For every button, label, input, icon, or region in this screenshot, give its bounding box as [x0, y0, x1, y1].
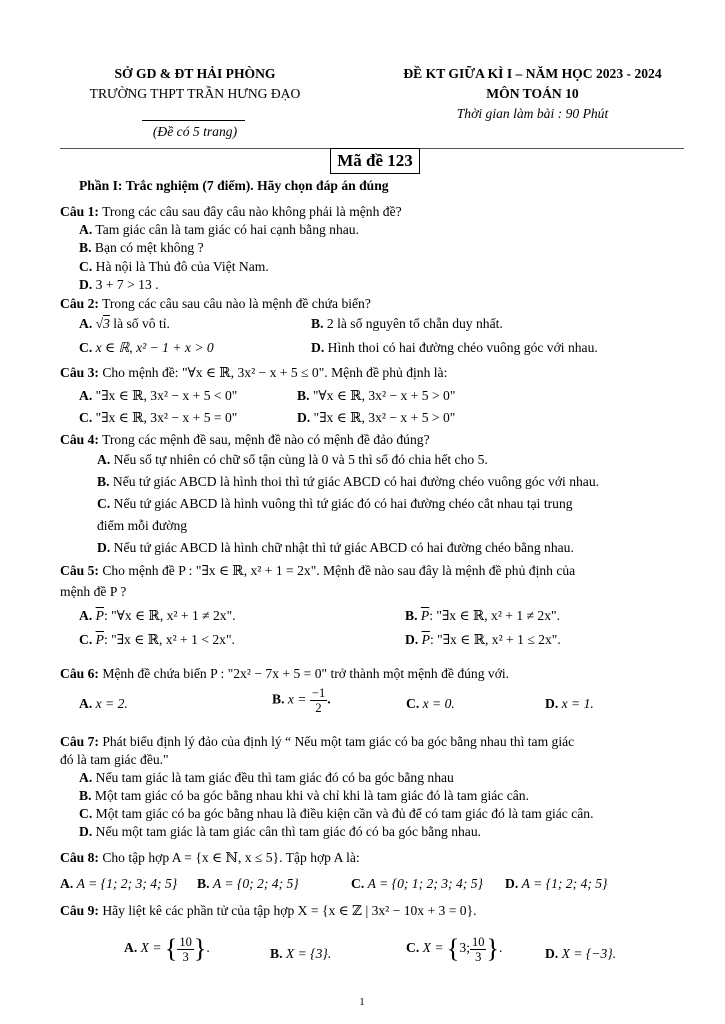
option-letter: B. — [97, 474, 110, 489]
question-text: Phát biểu định lý đảo của định lý “ Nếu một tam giác có ba góc bằng nhau thì tam giác — [102, 734, 575, 749]
option-text: "∃x ∈ ℝ, 3x² − x + 5 > 0" — [313, 410, 456, 425]
question-label: Câu 5: — [60, 563, 99, 578]
fraction-numerator: 10 — [179, 934, 192, 949]
fraction — [310, 686, 327, 715]
q1-option-d[interactable] — [79, 277, 159, 293]
question-5 — [60, 563, 575, 579]
header-divider — [142, 120, 245, 121]
option-text: x = 2. — [95, 696, 128, 711]
option-text: X = {−3}. — [561, 946, 617, 961]
option-letter: B. — [405, 608, 418, 623]
option-letter: D. — [405, 632, 419, 647]
q1-option-c[interactable] — [79, 259, 269, 275]
question-8 — [60, 850, 360, 866]
option-text: 3 + 7 > 13 . — [95, 277, 159, 292]
option-text: Nếu một tam giác là tam giác cân thì tam giác đó có ba góc bằng nhau. — [95, 824, 482, 839]
q3-option-c[interactable] — [79, 410, 237, 426]
option-text: X = — [140, 940, 162, 956]
option-text: A = {0; 2; 4; 5} — [212, 876, 299, 891]
option-letter: D. — [545, 696, 559, 711]
option-letter: D. — [311, 340, 325, 355]
q3-option-b[interactable] — [297, 388, 455, 404]
option-text: X = — [422, 940, 444, 956]
q6-option-a[interactable] — [79, 696, 128, 712]
q7-option-a[interactable] — [79, 770, 454, 786]
option-letter: D. — [97, 540, 111, 555]
p-bar: $\overline{P}$ — [421, 632, 430, 647]
q2-option-a[interactable] — [79, 316, 170, 332]
q7-option-c[interactable] — [79, 806, 594, 822]
option-letter: C. — [406, 940, 420, 956]
q5-option-c[interactable] — [79, 632, 235, 648]
option-letter: A. — [79, 696, 93, 711]
question-5-cont: mệnh đề P ? — [60, 584, 127, 599]
q8-option-b[interactable] — [197, 876, 299, 892]
question-text: Mệnh đề chứa biến P : "2x² − 7x + 5 = 0" trở thành một mệnh đề đúng với. — [102, 666, 510, 681]
time-limit: Thời gian làm bài : 90 Phút — [456, 106, 609, 121]
q9-option-b[interactable] — [270, 946, 331, 962]
option-letter: C. — [351, 876, 365, 891]
option-text: Nếu số tự nhiên có chữ số tận cùng là 0 và 5 thì số đó chia hết cho 5. — [113, 452, 488, 467]
option-letter: C. — [97, 496, 111, 511]
option-text: A = {1; 2; 4; 5} — [521, 876, 608, 891]
option-text: "∃x ∈ ℝ, 3x² − x + 5 < 0" — [95, 388, 238, 403]
q3-option-a[interactable] — [79, 388, 237, 404]
option-text: "∀x ∈ ℝ, 3x² − x + 5 > 0" — [312, 388, 456, 403]
p-bar: $\overline{P}$ — [420, 608, 430, 623]
q4-option-c[interactable] — [97, 496, 573, 512]
option-letter: D. — [505, 876, 519, 891]
question-text: Trong các mệnh đề sau, mệnh đề nào có mệnh đề đảo đúng? — [102, 432, 430, 447]
question-4 — [60, 432, 430, 448]
q6-option-c[interactable] — [406, 696, 455, 712]
school-department: SỞ GD & ĐT HẢI PHÒNG — [114, 66, 276, 81]
q5-option-b[interactable] — [405, 608, 560, 624]
question-label: Câu 4: — [60, 432, 99, 447]
p-bar: $\overline{P}$ — [95, 632, 104, 647]
option-letter: C. — [79, 632, 93, 647]
question-2 — [60, 296, 371, 312]
q9-option-d[interactable] — [545, 946, 616, 962]
q2-option-d[interactable] — [311, 340, 598, 356]
option-letter: C. — [79, 410, 93, 425]
q7-option-b[interactable] — [79, 788, 529, 804]
option-text: Một tam giác có ba góc bằng nhau khi và chỉ khi là tam giác đó là tam giác cân. — [94, 788, 529, 803]
option-text: x ∈ ℝ, x² − 1 + x > 0 — [95, 340, 214, 355]
option-text: Nếu tứ giác ABCD là hình chữ nhật thì tứ giác ABCD có hai đường chéo bằng nhau. — [113, 540, 574, 555]
option-letter: A. — [79, 388, 93, 403]
option-text: "∃x ∈ ℝ, 3x² − x + 5 = 0" — [95, 410, 238, 425]
question-text: Cho mệnh đề P : "∃x ∈ ℝ, x² + 1 = 2x". Mệnh đề nào sau đây là mệnh đề phủ định của — [102, 563, 576, 578]
option-letter: B. — [272, 691, 285, 707]
option-text: Hà nội là Thủ đô của Việt Nam. — [95, 259, 269, 274]
option-text: Nếu tứ giác ABCD là hình thoi thì tứ giác ABCD có hai đường chéo vuông góc với nhau. — [112, 474, 600, 489]
question-1 — [60, 204, 402, 220]
set-element: 3; — [459, 940, 470, 956]
fraction — [470, 935, 487, 964]
option-text: 2 là số nguyên tố chẵn duy nhất. — [326, 316, 503, 331]
fraction-numerator: 10 — [471, 934, 485, 949]
option-text: : "∃x ∈ ℝ, x² + 1 ≤ 2x". — [429, 632, 561, 647]
option-letter: D. — [79, 824, 93, 839]
q8-option-c[interactable] — [351, 876, 483, 892]
option-text: Bạn có mệt không ? — [94, 240, 204, 255]
exam-title: ĐỀ KT GIỮA KÌ I – NĂM HỌC 2023 - 2024 — [403, 66, 662, 81]
q4-option-b[interactable] — [97, 474, 599, 490]
fraction-denominator: 3 — [475, 949, 482, 964]
fraction-denominator: 2 — [315, 701, 322, 715]
option-letter: A. — [79, 770, 93, 785]
option-letter: C. — [406, 696, 420, 711]
option-text: Một tam giác có ba góc bằng nhau là điều kiện cần và đủ để có tam giác đó là tam giác cân. — [95, 806, 594, 821]
option-text: A = {1; 2; 3; 4; 5} — [76, 876, 178, 891]
question-7-cont: đó là tam giác đều." — [60, 752, 169, 767]
question-label: Câu 1: — [60, 204, 99, 219]
sqrt3-math: √3 — [95, 316, 110, 331]
q9-option-c[interactable]: C. X = {3; $\frac{10}{3}$ }. — [406, 934, 503, 964]
option-letter: B. — [270, 946, 283, 961]
option-letter: B. — [311, 316, 324, 331]
page-count-note: (Đề có 5 trang) — [152, 124, 238, 139]
q1-option-a[interactable] — [79, 222, 359, 238]
q2-option-b[interactable] — [311, 316, 503, 332]
option-text: x = 0. — [422, 696, 455, 711]
option-letter: A. — [79, 222, 93, 237]
q1-option-b[interactable] — [79, 240, 204, 256]
q7-option-d[interactable] — [79, 824, 481, 840]
option-letter: A. — [79, 608, 93, 623]
option-letter: A. — [124, 940, 138, 956]
fraction — [177, 935, 194, 964]
subject-title: MÔN TOÁN 10 — [486, 86, 579, 101]
q5-option-a[interactable] — [79, 608, 236, 624]
question-label: Câu 6: — [60, 666, 99, 681]
option-text: x = 1. — [561, 696, 594, 711]
option-letter: B. — [79, 788, 92, 803]
option-letter: B. — [197, 876, 210, 891]
question-text: Hãy liệt kê các phần tử của tập hợp X = {x ∈ ℤ | 3x² − 10x + 3 = 0}. — [102, 903, 477, 918]
q4-option-a[interactable] — [97, 452, 488, 468]
q4-option-d[interactable] — [97, 540, 574, 556]
question-6 — [60, 666, 509, 682]
question-3 — [60, 365, 447, 381]
option-text: : "∀x ∈ ℝ, x² + 1 ≠ 2x". — [103, 608, 236, 623]
option-text: Nếu tam giác là tam giác đều thì tam giác đó có ba góc bằng nhau — [95, 770, 454, 785]
question-label: Câu 3: — [60, 365, 99, 380]
q9-option-a[interactable]: A. X = { $\frac{10}{3}$ }. — [124, 934, 210, 964]
q5-option-d[interactable] — [405, 632, 561, 648]
option-text: X = {3}. — [285, 946, 332, 961]
question-label: Câu 8: — [60, 850, 99, 865]
option-text: : "∃x ∈ ℝ, x² + 1 ≠ 2x". — [429, 608, 560, 623]
option-letter: A. — [97, 452, 111, 467]
option-letter: A. — [79, 316, 93, 331]
option-text: Hình thoi có hai đường chéo vuông góc với nhau. — [327, 340, 598, 355]
question-text: Cho mệnh đề: "∀x ∈ ℝ, 3x² − x + 5 ≤ 0". Mệnh đề phủ định là: — [102, 365, 448, 380]
fraction-numerator: −1 — [311, 686, 326, 700]
option-letter: D. — [545, 946, 559, 961]
option-letter: C. — [79, 259, 93, 274]
option-text: x = — [287, 691, 307, 707]
option-letter: C. — [79, 806, 93, 821]
option-text: là số vô tỉ. — [113, 316, 170, 331]
exam-code-box: Mã đề 123 — [330, 148, 420, 174]
option-text: A = {0; 1; 2; 3; 4; 5} — [367, 876, 483, 891]
option-text: Nếu tứ giác ABCD là hình vuông thì tứ giác đó có hai đường chéo cắt nhau tại trung — [113, 496, 573, 511]
q2-option-c[interactable] — [79, 340, 214, 356]
option-letter: B. — [79, 240, 92, 255]
question-text: Trong các câu sau đây câu nào không phải là mệnh đề? — [102, 204, 402, 219]
q4-option-c-cont: điểm mỗi đường — [97, 518, 188, 533]
q6-option-b[interactable]: B. x = $\frac{-1}{2}$ . — [272, 686, 331, 715]
option-letter: D. — [79, 277, 93, 292]
question-label: Câu 7: — [60, 734, 99, 749]
q8-option-a[interactable] — [60, 876, 177, 892]
option-letter: D. — [297, 410, 311, 425]
option-letter: B. — [297, 388, 310, 403]
page-number: 1 — [359, 996, 365, 1008]
question-text: Cho tập hợp A = {x ∈ ℕ, x ≤ 5}. Tập hợp A là: — [102, 850, 360, 865]
question-label: Câu 9: — [60, 903, 99, 918]
q3-option-d[interactable] — [297, 410, 455, 426]
option-text: Tam giác cân là tam giác có hai cạnh bằng nhau. — [95, 222, 360, 237]
p-bar: $\overline{P}$ — [95, 608, 104, 623]
q6-option-d[interactable] — [545, 696, 594, 712]
part-title: Phần I: Trắc nghiệm (7 điểm). Hãy chọn đáp án đúng — [79, 178, 389, 193]
option-letter: C. — [79, 340, 93, 355]
q8-option-d[interactable] — [505, 876, 608, 892]
question-label: Câu 2: — [60, 296, 99, 311]
option-letter: A. — [60, 876, 74, 891]
question-7 — [60, 734, 574, 750]
school-name: TRƯỜNG THPT TRẦN HƯNG ĐẠO — [89, 86, 301, 101]
question-text: Trong các câu sau câu nào là mệnh đề chứa biến? — [102, 296, 371, 311]
fraction-denominator: 3 — [182, 949, 189, 964]
question-9 — [60, 903, 477, 919]
option-text: : "∃x ∈ ℝ, x² + 1 < 2x". — [103, 632, 235, 647]
